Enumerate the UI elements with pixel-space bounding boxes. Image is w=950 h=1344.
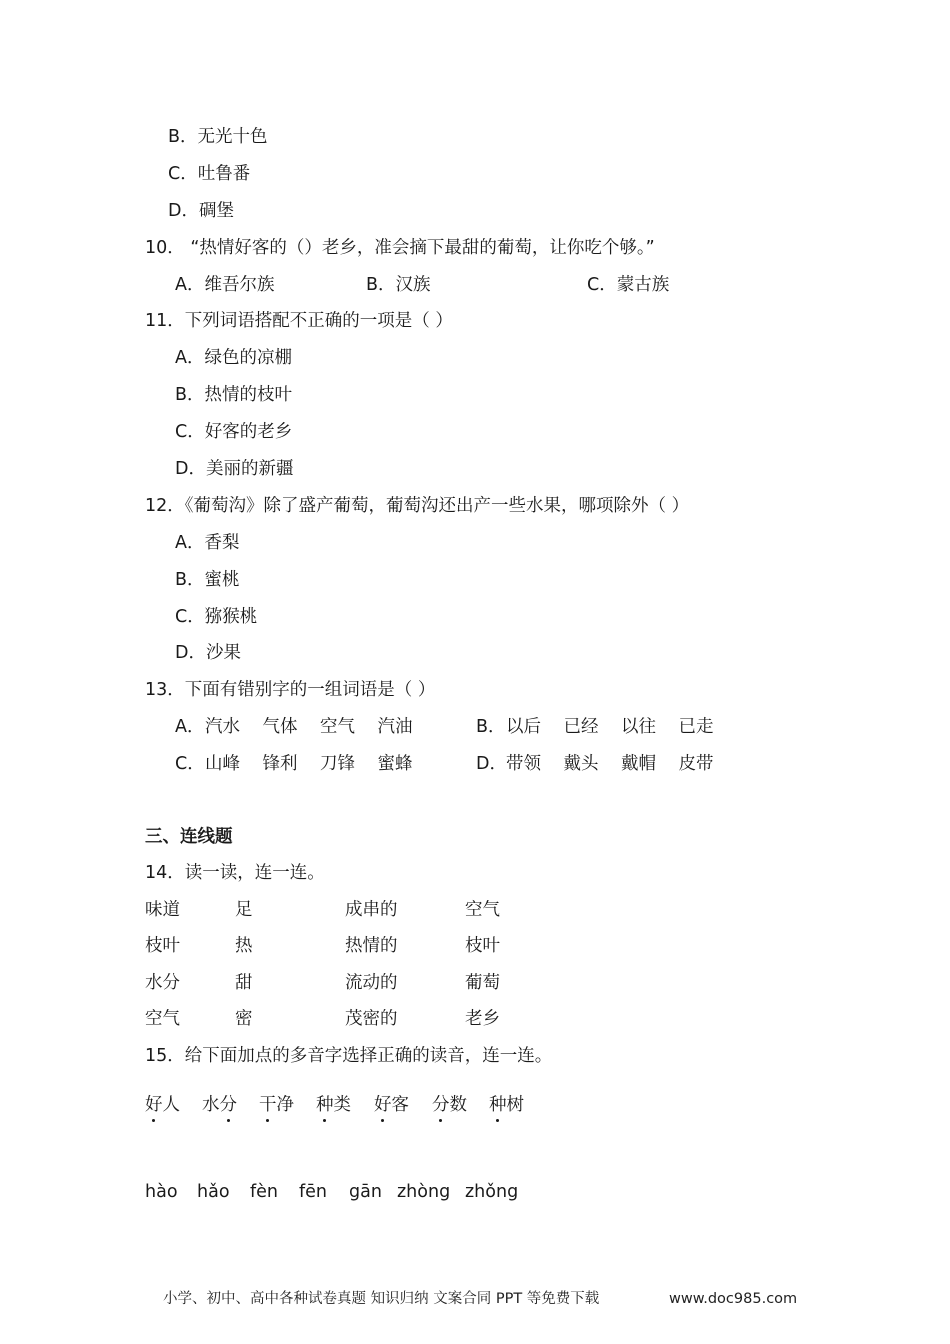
q13-option-word: 戴头 xyxy=(563,754,599,774)
q10-option: A．维吾尔族 xyxy=(175,275,275,295)
q13-option-letter: B． xyxy=(476,717,506,737)
q11-option: A．绿色的凉棚 xyxy=(175,348,292,368)
q13-option-word: 皮带 xyxy=(678,754,714,774)
q13-option-letter: A． xyxy=(175,717,205,737)
dotted-character: 好 xyxy=(145,1095,163,1115)
q10-option: C．蒙古族 xyxy=(587,275,670,295)
dotted-character: 分 xyxy=(219,1095,237,1115)
q14-cell: 甜 xyxy=(235,973,253,993)
q11-option: B．热情的枝叶 xyxy=(175,385,293,405)
character: 树 xyxy=(506,1095,524,1115)
q15-word xyxy=(489,1094,524,1116)
dotted-character: 种 xyxy=(316,1095,334,1115)
q13-option-word: 锋利 xyxy=(262,754,298,774)
q15-stem: 15．给下面加点的多音字选择正确的读音，连一连。 xyxy=(145,1046,553,1066)
q15-pinyin: fēn xyxy=(299,1182,328,1202)
q15-pinyin: hǎo xyxy=(197,1182,230,1202)
q14-cell: 味道 xyxy=(145,900,180,920)
q13-option-letter: D． xyxy=(476,754,507,774)
q13-option-word: 蜜蜂 xyxy=(377,754,413,774)
q13-option-word: 以往 xyxy=(621,717,656,737)
q13-option-word: 已经 xyxy=(563,717,599,737)
q14-cell: 葡萄 xyxy=(465,973,500,993)
q11-option: D．美丽的新疆 xyxy=(175,459,294,479)
section-heading: 三、连线题 xyxy=(145,827,233,847)
q10-stem: 10． “热情好客的（）老乡，准会摘下最甜的葡萄，让你吃个够。” xyxy=(145,238,655,258)
q14-cell: 热情的 xyxy=(345,936,398,956)
q10-option: B．汉族 xyxy=(366,275,431,295)
q14-cell: 枝叶 xyxy=(145,936,180,956)
q13-option-letter: C． xyxy=(175,754,205,774)
character: 净 xyxy=(276,1095,294,1115)
q13-option-word: 山峰 xyxy=(205,754,240,774)
q13-option-word: 空气 xyxy=(320,717,355,737)
q12-stem: 12．《葡萄沟》除了盛产葡萄，葡萄沟还出产一些水果，哪项除外（ ） xyxy=(145,496,690,516)
q15-pinyin: hào xyxy=(145,1182,178,1202)
q15-word xyxy=(374,1094,409,1116)
q9-option: B．无光十色 xyxy=(168,127,268,147)
q13-option-word: 汽水 xyxy=(205,717,240,737)
q15-pinyin: zhòng xyxy=(397,1182,451,1202)
q14-cell: 密 xyxy=(235,1009,253,1029)
q15-word xyxy=(259,1094,294,1116)
character: 类 xyxy=(333,1095,351,1115)
q15-word xyxy=(316,1094,351,1116)
q15-word xyxy=(145,1094,180,1116)
q13-stem: 13．下面有错别字的一组词语是（ ） xyxy=(145,680,436,700)
q13-option-word: 气体 xyxy=(262,717,298,737)
q14-cell: 老乡 xyxy=(465,1009,500,1029)
q11-option: C．好客的老乡 xyxy=(175,422,293,442)
q15-word xyxy=(202,1094,237,1116)
q15-pinyin: zhǒng xyxy=(465,1182,519,1202)
q14-stem: 14．读一读，连一连。 xyxy=(145,863,325,883)
q9-option: C．吐鲁番 xyxy=(168,164,251,184)
footer-text: 小学、初中、高中各种试卷真题 知识归纳 文案合同 PPT 等免费下载 xyxy=(163,1291,600,1307)
dotted-character: 好 xyxy=(374,1095,392,1115)
q15-pinyin: fèn xyxy=(250,1182,279,1202)
character: 人 xyxy=(162,1095,180,1115)
character: 客 xyxy=(391,1095,409,1115)
q13-option-word: 汽油 xyxy=(377,717,413,737)
q14-cell: 茂密的 xyxy=(345,1009,398,1029)
q14-cell: 空气 xyxy=(465,900,500,920)
dotted-character: 分 xyxy=(432,1095,450,1115)
q13-option-word: 已走 xyxy=(678,717,714,737)
q13-option-word: 以后 xyxy=(506,717,541,737)
character: 水 xyxy=(202,1095,220,1115)
q11-stem: 11．下列词语搭配不正确的一项是（ ） xyxy=(145,311,453,331)
q12-option: C．猕猴桃 xyxy=(175,607,258,627)
dotted-character: 干 xyxy=(259,1095,277,1115)
q14-cell: 水分 xyxy=(145,973,180,993)
q12-option: D．沙果 xyxy=(175,643,241,663)
q14-cell: 热 xyxy=(235,936,253,956)
q9-option: D．碉堡 xyxy=(168,201,234,221)
q14-cell: 流动的 xyxy=(345,973,398,993)
dotted-character: 种 xyxy=(489,1095,507,1115)
q13-option-word: 带领 xyxy=(506,754,541,774)
q14-cell: 枝叶 xyxy=(465,936,500,956)
q13-option-word: 刀锋 xyxy=(320,754,355,774)
q14-cell: 成串的 xyxy=(345,900,398,920)
character: 数 xyxy=(449,1095,467,1115)
q12-option: B．蜜桃 xyxy=(175,570,240,590)
q12-option: A．香梨 xyxy=(175,533,240,553)
footer-url: www.doc985.com xyxy=(669,1291,798,1307)
q13-option-word: 戴帽 xyxy=(621,754,656,774)
q14-cell: 空气 xyxy=(145,1009,180,1029)
q15-pinyin: gān xyxy=(349,1182,382,1202)
q14-cell: 足 xyxy=(235,900,253,920)
q15-word xyxy=(432,1094,467,1116)
